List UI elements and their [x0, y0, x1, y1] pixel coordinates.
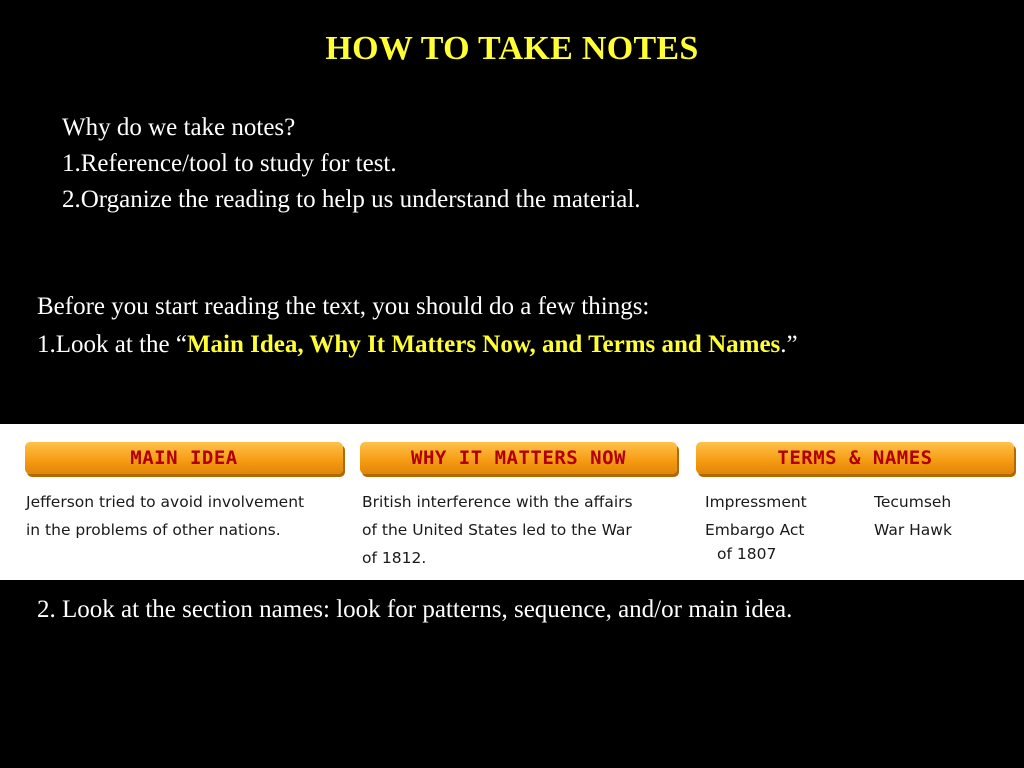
item1-prefix: 1.Look at the “ — [37, 331, 187, 358]
main-idea-line: Jefferson tried to avoid involvement — [26, 493, 305, 511]
before-intro: Before you start reading the text, you should do a few things: — [37, 293, 650, 320]
why-matters-line: of the United States led to the War — [362, 521, 632, 539]
terms-names-header: TERMS & NAMES — [696, 442, 1014, 474]
item1-highlight: Main Idea, Why It Matters Now, and Terms and Names — [186, 331, 781, 358]
step-2-text: 2. Look at the section names: look for patterns, sequence, and/or main idea. — [37, 596, 793, 623]
textbook-panel-image — [0, 424, 1024, 580]
term-war-hawk: War Hawk — [874, 521, 952, 539]
term-tecumseh: Tecumseh — [874, 493, 952, 511]
main-idea-line: in the problems of other nations. — [26, 521, 281, 539]
why-section — [62, 110, 641, 218]
why-item-1: 1.Reference/tool to study for test. — [62, 150, 397, 177]
why-matters-line: British interference with the affairs — [362, 493, 633, 511]
before-section — [37, 288, 798, 364]
term-impressment: Impressment — [705, 493, 807, 511]
why-question: Why do we take notes? — [62, 114, 296, 141]
why-matters-text — [362, 488, 633, 572]
why-matters-header: WHY IT MATTERS NOW — [360, 442, 677, 474]
slide-title: HOW TO TAKE NOTES — [325, 30, 699, 67]
term-embargo-year: of 1807 — [717, 545, 777, 563]
before-item-1 — [37, 326, 798, 364]
term-embargo-act: Embargo Act — [705, 521, 805, 539]
main-idea-text — [26, 488, 304, 544]
item1-suffix: .” — [780, 331, 798, 358]
why-item-2: 2.Organize the reading to help us understand the material. — [62, 186, 641, 213]
why-matters-line: of 1812. — [362, 549, 427, 567]
main-idea-header: MAIN IDEA — [25, 442, 343, 474]
